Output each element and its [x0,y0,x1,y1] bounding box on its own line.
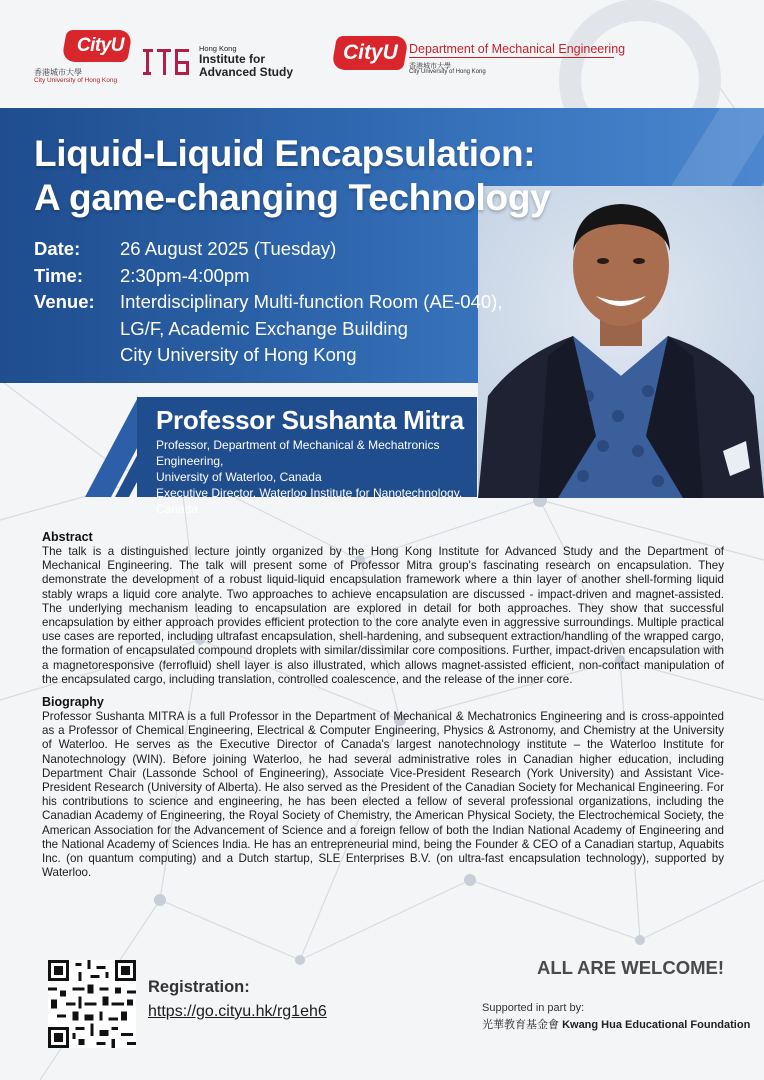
cityu-dept-english: City University of Hong Kong [409,69,486,75]
biography-heading: Biography [42,695,104,710]
all-are-welcome: ALL ARE WELCOME! [536,957,724,978]
hkias-logo [143,42,293,82]
supported-by-label: Supported in part by: [482,1002,585,1014]
event-details [34,236,510,369]
hkias-line2: Institute for [199,52,265,67]
time-label: Time: [34,264,84,286]
venue-line2: LG/F, Academic Exchange Building [120,317,408,339]
cityu-dept-logo-badge: CityU [343,41,398,64]
sponsor-english: Kwang Hua Educational Foundation [562,1019,751,1031]
registration-link[interactable]: https://go.cityu.hk/rg1eh6 [148,1003,327,1020]
event-title [34,132,550,220]
date-value: 26 August 2025 (Tuesday) [120,238,337,259]
speaker-name: Professor Sushanta Mitra [156,405,464,435]
cityu-logo [34,30,130,84]
registration-qr-code[interactable] [48,960,136,1048]
sponsor-name [482,1016,750,1032]
time-value: 2:30pm-4:00pm [120,264,250,286]
department-name: Department of Mechanical Engineering [409,42,626,56]
abstract-heading: Abstract [42,530,93,544]
speaker-box [85,397,477,516]
abstract-text: The talk is a distinguished lecture jointly organized by the Hong Kong Institute for Advanced Study and the Department of Mechanical Engineering. The talk will present some of Professor Mitra group's fascinating research on encapsulation. They demonstrate the development of a robust liquid-liquid encapsulation framework where a thin layer of another shell-forming liquid stably wraps a liquid core analyte. Two approaches to achieve encapsulation are discussed - impact-driven and magnet-assisted. The underlying mechanism leading to encapsulation are explored in detail for both approaches. They show that successful encapsulation by either approach provides efficient protection to the core analyte even in aggressive surroundings. Multiple practical use cases are reported, including ultrafast encapsulation, shell-hardening, and subsequent extraction/handling of the wrapped cargo, the formation of encapsulated compound droplets with similar/dissimilar core compositions. Further, impact-driven encapsulation with a magnetoresponsive (ferrofluid) shell layer is also illustrated, which allows magnet-assisted efficient, non-contact manipulation of the encapsulated cargo, including translation, controlled coalescence, and the release of the inner core. [42,545,724,686]
cityu-logo-badge: CityU [76,35,124,56]
cityu-logo-chinese: 香港城市大學 [34,68,82,77]
hkias-line1: Hong Kong [199,44,237,54]
speaker-affiliation [156,437,476,517]
speaker-affiliation-line3: Executive Director, Waterloo Institute for Nanotechnology, Canada [156,486,463,516]
cityu-dept-chinese: 香港城市大學 [409,63,451,70]
cityu-logo-english: City University of Hong Kong [34,77,118,84]
speaker-photo [478,186,764,498]
event-title-line1: Liquid-Liquid Encapsulation: [34,133,536,174]
content-section [42,530,724,888]
cityu-dept-logo [330,36,626,82]
venue-line3: City University of Hong Kong [120,344,357,365]
venue-label: Venue: [34,291,95,312]
biography-text: Professor Sushanta MITRA is a full Professor in the Department of Mechanical & Mechatronics Engineering and is cross-appointed as a Professor of Chemical Engineering, Electrical & Computer Engineering, Physics & Astronomy, and Chemistry at the University of Waterloo. He serves as the Executive Director of Canada's largest nanotechnology institute – the Waterloo Institute for Nanotechnology (WIN). Before joining Waterloo, he had several administrative roles in Canadian higher education, including Department Chair (Lassonde School of Engineering), Associate Vice-President Research (York University) and Assistant Vice-President Research (University of Alberta). He also served as the President of the Canadian Society for Mechanical Engineering. For his contributions to science and engineering, he has been elected a fellow of several professional organizations, including the Canadian Academy of Engineering, the Royal Society of Chemistry, the American Physical Society, the Electrochemical Society, the American Association for the Advancement of Science and a foreign fellow of both the Indian National Academy of Engineering and the National Academy of Sciences India. He has an entrepreneurial mind, being the Founder & CEO of a Canadian startup, Aquabits Inc. (on quantum computing) and a Dutch startup, SLE Enterprises B.V. (on ultra-fast encapsulation technology), supported by Waterloo. [42,710,724,880]
hkias-mark-icon [143,45,193,79]
speaker-affiliation-line2: University of Waterloo, Canada [156,470,322,484]
event-title-line2: A game-changing Technology [34,177,551,218]
hkias-line3: Advanced Study [199,64,294,79]
sponsor-chinese: 光華教育基金會 [482,1019,559,1031]
speaker-affiliation-line1: Professor, Department of Mechanical & Mechatronics Engineering, [156,438,440,468]
date-label: Date: [34,238,81,259]
registration-label: Registration: [148,978,250,996]
venue-line1: Interdisciplinary Multi-function Room (AE-040), [120,291,503,312]
